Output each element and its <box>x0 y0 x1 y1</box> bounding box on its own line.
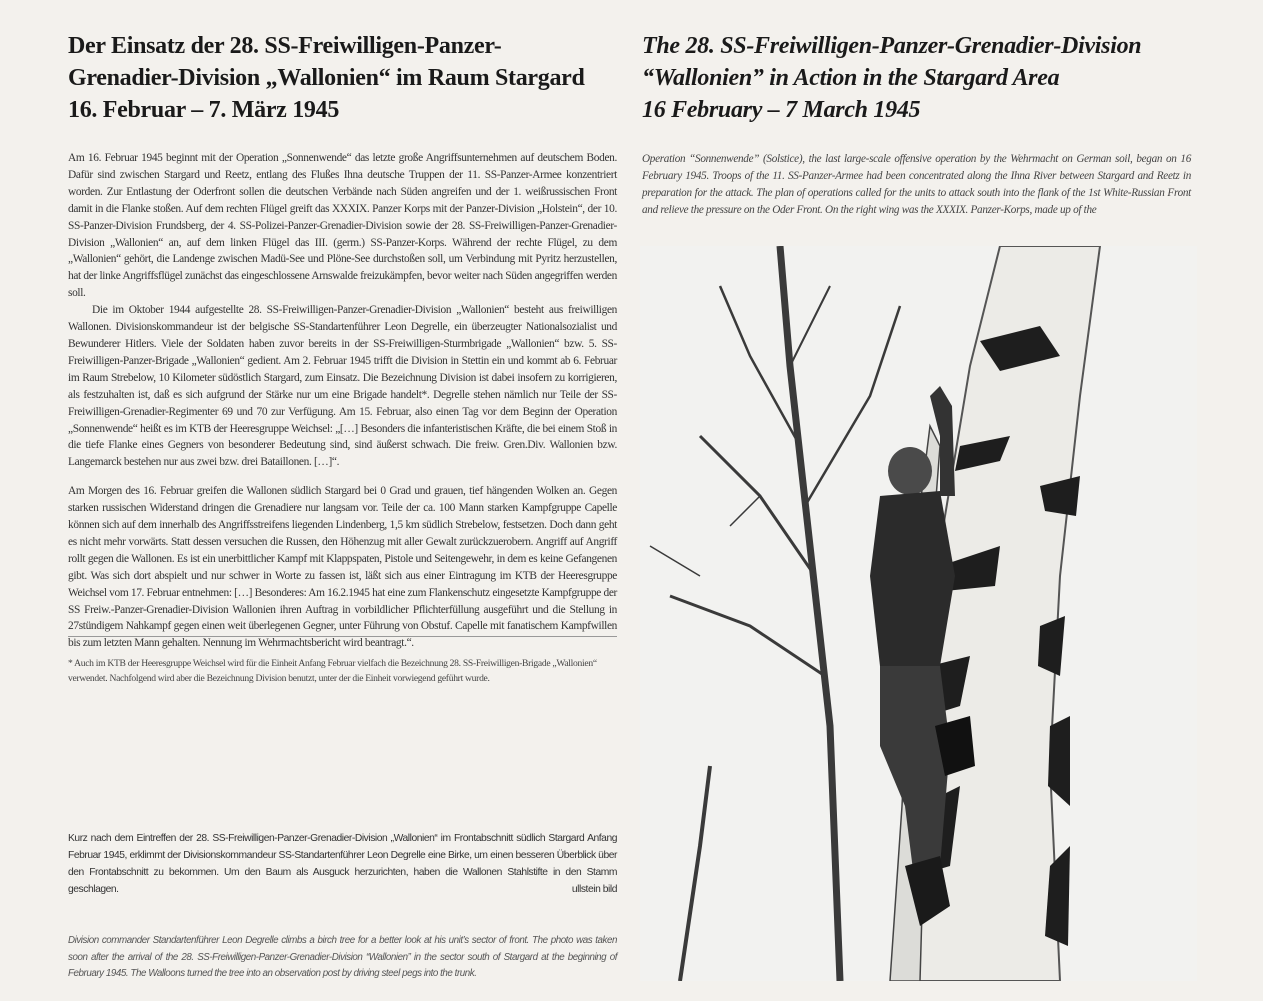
footnote: * Auch im KTB der Heeresgruppe Weichsel wird für die Einheit Anfang Februar vielfach die Bezeichnung 28. SS-Freiwilligen-Brigade „Wallonien“ verwendet. Nachfolgend wird aber die Bezeichnung Division benutzt, unter der die Einheit vorwiegend geführt wurde. <box>68 658 597 684</box>
german-caption <box>68 830 617 898</box>
english-heading <box>642 30 1202 126</box>
footnote-divider <box>68 636 617 637</box>
english-title-line-2: “Wallonien” in Action in the Stargard Area <box>642 65 1060 91</box>
english-body: Operation “Sonnenwende” (Solstice), the last large-scale offensive operation by the Wehrmacht on German soil, began on 16 February 1945. Troops of the 11. SS-Panzer-Armee had been concentrated along the Ihna River between Stargard and Reetz in preparation for the attack. The plan of operations called for the units to attack south into the flank of the 1st White-Russian Front and relieve the pressure on the Oder Front. On the right wing was the XXXIX. Panzer-Korps, made up of the <box>642 153 1191 216</box>
german-paragraph: Die im Oktober 1944 aufgestellte 28. SS-Freiwilligen-Panzer-Grenadier-Division „Wallonien“ besteht aus freiwilligen Wallonen. Divisionskommandeur ist der belgische SS-Standartenführer Leon Degrelle, ein überzeugter Nationalsozialist und Bewunderer Hitlers. Viele der Soldaten haben zuvor bereits in der SS-Freiwilligen-Sturmbrigade „Wallonien“ bzw. 5. SS-Freiwilligen-Panzer-Brigade „Wallonien“ gedient. Am 2. Februar 1945 trifft die Division in Stettin ein und kommt ab 6. Februar im Raum Strebelow, 10 Kilometer südöstlich Stargard, zum Einsatz. Die Bezeichnung Division ist dabei insofern zu korrigieren, als festzuhalten ist, daß es sich aufgrund der Stärke nur um eine Brigade handelt*. Degrelle stehen nämlich nur Teile der SS-Freiwilligen-Grenadier-Regimenter 69 und 70 zur Verfügung. Am 15. Februar, also einen Tag vor dem Beginn der Operation „Sonnenwende“ heißt es im KTB der Heeresgruppe Weichsel: „[…] Besonders die infanteristischen Kräfte, die bei einem Stoß in die tiefe Flanke eines Gegners von besonderer Bedeutung sind, sind äußerst schwach. Die freiw. Gren.Div. Wallonien bzw. Langemarck bestehen nur aus zwei bzw. drei Bataillonen. […]“. <box>68 304 617 469</box>
photo-illustration <box>640 246 1197 981</box>
german-paragraph: Am 16. Februar 1945 beginnt mit der Operation „Sonnenwende“ das letzte große Angriffsunternehmen auf deutschem Boden. Dafür sind zwischen Stargard und Reetz, entlang des Flußes Ihna deutsche Truppen der 11. SS-Panzer-Armee konzentriert worden. Zur Entlastung der Oderfront sollen die deutschen Verbände nach Süden angreifen und der 1. weißrussischen Front damit in die Flanke stoßen. Auf dem rechten Flügel greift das XXXIX. Panzer Korps mit der Panzer-Division „Holstein“, der 10. SS-Panzer-Division Frundsberg, der 4. SS-Polizei-Panzer-Grenadier-Division sowie der 28. SS-Freiwilligen-Panzer-Grenadier-Division „Wallonien“ an, auf dem linken Flügel das III. (germ.) SS-Panzer-Korps. Während der rechte Flügel, zu dem „Wallonien“ gehört, die Landenge zwischen Madü-See und Plöne-See durchstoßen soll, um Verbindung mit Pyritz herzustellen, hat der linke Angriffsflügel zunächst das eingeschlossene Arnswalde freizukämpfen, bevor weiter nach Süden angegriffen werden soll. <box>68 152 617 300</box>
german-title-line-1: Der Einsatz der 28. SS-Freiwilligen-Panzer- <box>68 33 502 59</box>
german-date: 16. Februar – 7. März 1945 <box>68 97 340 123</box>
german-body <box>68 150 617 652</box>
german-paragraph: Am Morgen des 16. Februar greifen die Wallonen südlich Stargard bei 0 Grad und grauen, tief hängenden Wolken an. Gegen starken russischen Widerstand dringen die Grenadiere nur langsam vor. Teile der ca. 100 Mann starken Kampfgruppe Capelle können sich auf dem innerhalb des Angriffsstreifens liegenden Lindenberg, 1,5 km südlich Strebelow, festsetzen. Doch dann geht es nicht mehr vorwärts. Statt dessen versuchen die Russen, den Höhenzug mit aller Gewalt zurückzuerobern. Angriff auf Angriff rollt gegen die Wallonen. Es ist ein unerbittlicher Kampf mit Klappspaten, Pistole und Seitengewehr, in dem es keine Gefangenen gibt. Was sich dort abspielt und nur schwer in Worte zu fassen ist, läßt sich aus einer Eintragung im KTB der Heeresgruppe Weichsel vom 17. Februar entnehmen: […] Besonderes: Am 16.2.1945 hat eine zum Flankenschutz eingesetzte Kampfgruppe der SS Freiw.-Panzer-Grenadier-Division Wallonien ihren Auftrag in vorbildlicher Pflichterfüllung ausgeführt und die Stellung in 27stündigem Nahkampf gegen einen weit überlegenen Gegner, unter Führung von Obstuf. Capelle mit fanatischem Kampfwillen bis zum letzten Mann gehalten. Nennung im Wehrmachtsbericht wird beantragt.“. <box>68 485 617 650</box>
english-caption: Division commander Standartenführer Leon Degrelle climbs a birch tree for a better look at his unit’s sector of front. The photo was taken soon after the arrival of the 28. SS-Freiwilligen-Panzer-Grenadier-Division “Wallonien” in the sector south of Stargard at the beginning of February 1945. The Walloons turned the tree into an observation post by driving steel pegs into the trunk. <box>68 935 617 979</box>
german-caption-text: Kurz nach dem Eintreffen der 28. SS-Freiwilligen-Panzer-Grenadier-Division „Wallonien“ im Frontabschnitt südlich Stargard Anfang Februar 1945, erklimmt der Divisionskommandeur SS-Standartenführer Leon Degrelle eine Birke, um einen besseren Überblick über den Frontabschnitt zu bekommen. Um den Baum als Ausguck herzurichten, haben die Wallonen Stahlstifte in den Stamm geschlagen. <box>68 833 617 895</box>
photo-degrelle-birch-tree <box>640 246 1197 981</box>
photo-credit: ullstein bild <box>571 884 617 895</box>
english-title-line-1: The 28. SS-Freiwilligen-Panzer-Grenadier-Division <box>642 33 1142 59</box>
german-heading <box>68 30 628 126</box>
english-date: 16 February – 7 March 1945 <box>642 97 921 123</box>
german-title-line-2: Grenadier-Division „Wallonien“ im Raum Stargard <box>68 65 585 91</box>
